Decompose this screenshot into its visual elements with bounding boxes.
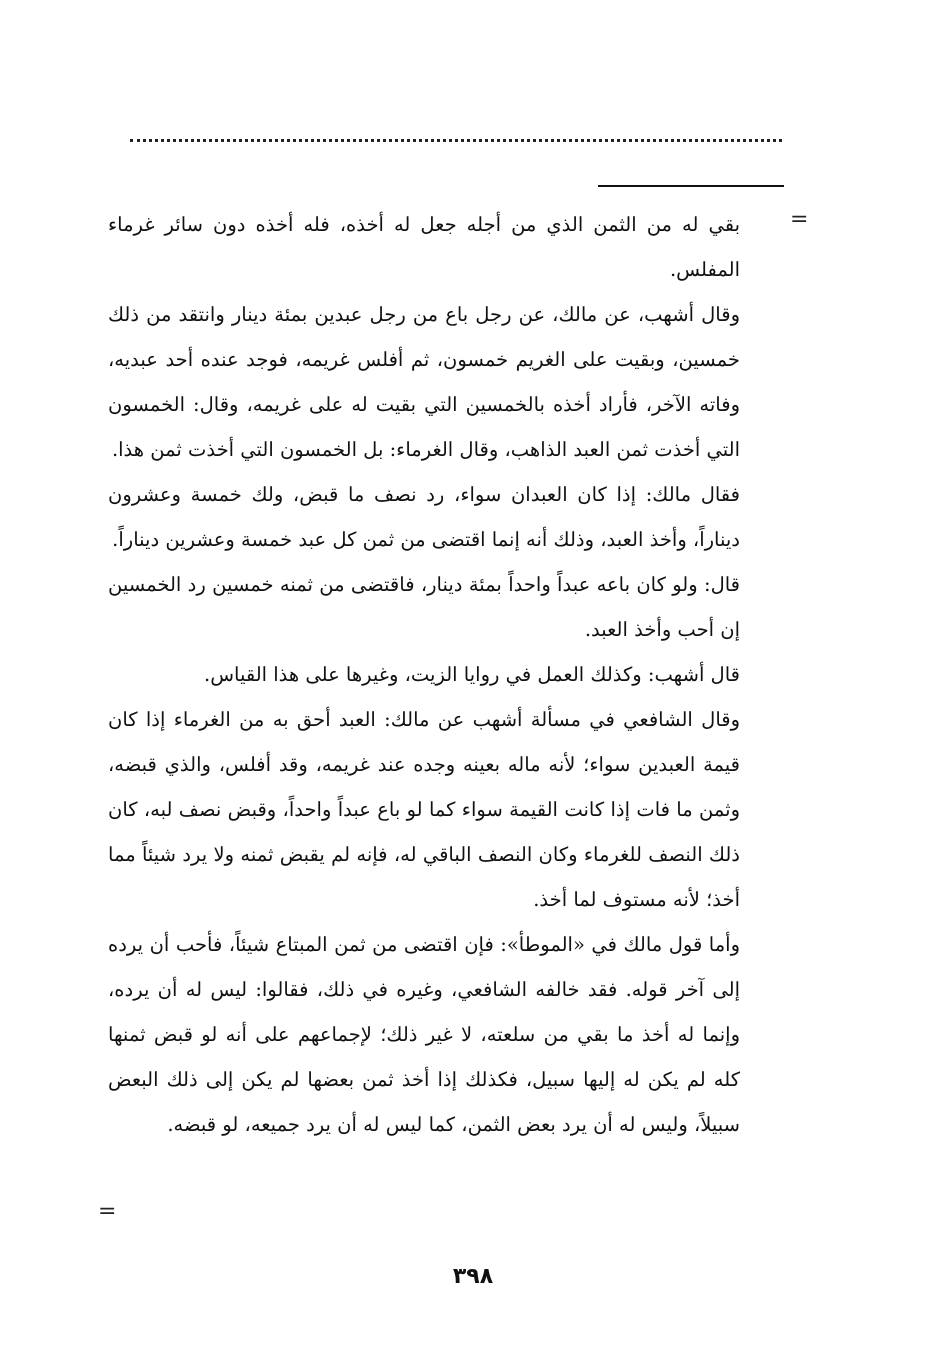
paragraph-6: وقال الشافعي في مسألة أشهب عن مالك: العبد أحق به من الغرماء إذا كان قيمة العبدين سواء؛ لأنه ماله بعينه وجده عند غريمه، وقد أفلس، والذي قبضه، وثمن ما فات إذا كانت القيمة سواء كما لو باع عبداً واحداً، وقبض نصف لبه، كان ذلك النصف للغرماء وكان النصف الباقي له، فإنه لم يقبض ثمنه ولا يرد شيئاً مما أخذ؛ لأنه مستوف لما أخذ. (108, 708, 740, 911)
continuation-marker-bottom: = (98, 1199, 117, 1224)
paragraph-5: قال أشهب: وكذلك العمل في روايا الزيت، وغيرها على هذا القياس. (204, 663, 740, 686)
dotted-separator (130, 139, 782, 142)
page-number: ٣٩٨ (452, 1264, 494, 1289)
footnote-rule (598, 185, 784, 187)
paragraph-3: فقال مالك: إذا كان العبدان سواء، رد نصف ما قبض، ولك خمسة وعشرون ديناراً، وأخذ العبد، وذلك أنه إنما اقتضى من ثمن كل عبد خمسة وعشرين ديناراً. (108, 483, 740, 551)
footnote-body (108, 202, 740, 1147)
paragraph-4: قال: ولو كان باعه عبداً واحداً بمئة دينار، فاقتضى من ثمنه خمسين رد الخمسين إن أحب وأخذ العبد. (108, 573, 740, 641)
paragraph-1: بقي له من الثمن الذي من أجله جعل له أخذه، فله أخذه دون سائر غرماء المفلس. (108, 213, 740, 281)
paragraph-7: وأما قول مالك في «الموطأ»: فإن اقتضى من ثمن المبتاع شيئاً، فأحب أن يرده إلى آخر قوله. فقد خالفه الشافعي، وغيره في ذلك، فقالوا: ليس له أن يرده، وإنما له أخذ ما بقي من سلعته، لا غير ذلك؛ لإجماعهم على أنه لو قبض ثمنها كله لم يكن له إليها سبيل، فكذلك إذا أخذ ثمن بعضها لم يكن إلى ذلك البعض سبيلاً، وليس له أن يرد بعض الثمن، كما ليس له أن يرد جميعه، لو قبضه. (108, 933, 740, 1136)
continuation-marker-top: = (790, 207, 809, 232)
paragraph-2: وقال أشهب، عن مالك، عن رجل باع من رجل عبدين بمئة دينار وانتقد من ذلك خمسين، وبقيت على الغريم خمسون، ثم أفلس غريمه، فوجد عنده أحد عبديه، وفاته الآخر، فأراد أخذه بالخمسين التي بقيت له على غريمه، وقال: الخمسون التي أخذت ثمن العبد الذاهب، وقال الغرماء: بل الخمسون التي أخذت ثمن هذا. (108, 303, 740, 461)
